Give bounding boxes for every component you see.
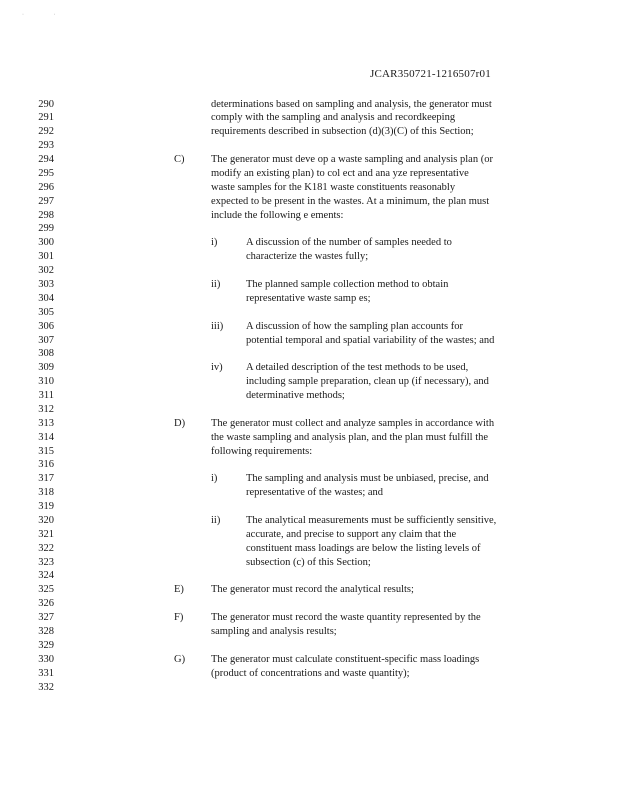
item-label: i)	[211, 473, 218, 485]
line-number: 321	[38, 528, 54, 540]
line-text: The generator must record the waste quantity represented by the	[211, 612, 481, 624]
line-number: 323	[38, 556, 54, 568]
line-number: 306	[38, 320, 54, 332]
item-label: i)	[211, 237, 218, 249]
line-text: The generator must collect and analyze samples in accordance with	[211, 417, 495, 429]
item-label: ii)	[211, 278, 221, 290]
line-number: 298	[38, 209, 54, 221]
line-number: 299	[38, 223, 54, 235]
line-number: 330	[38, 653, 54, 665]
line-number: 309	[38, 362, 54, 374]
item-label: iii)	[211, 320, 224, 332]
line-number: 290	[38, 98, 54, 110]
line-text: representative waste samp es;	[246, 292, 371, 304]
line-number: 297	[38, 195, 54, 207]
line-number: 310	[38, 376, 54, 388]
line-text: subsection (c) of this Section;	[246, 556, 371, 568]
line-number: 307	[38, 334, 54, 346]
item-label: D)	[174, 417, 186, 429]
line-number: 311	[38, 390, 54, 401]
line-text: determinative methods;	[246, 390, 345, 401]
line-number: 329	[38, 639, 54, 651]
line-number: 322	[38, 542, 54, 554]
item-label: E)	[174, 584, 184, 596]
line-number: 308	[38, 348, 54, 360]
line-text: The planned sample collection method to obtain	[246, 278, 449, 290]
line-text: sampling and analysis results;	[211, 625, 337, 637]
line-number: 325	[38, 584, 54, 596]
line-number: 293	[38, 140, 54, 152]
line-number: 301	[38, 251, 54, 263]
line-text: A discussion of the number of samples needed to	[246, 237, 452, 249]
line-number: 305	[38, 306, 54, 318]
line-text: potential temporal and spatial variability of the wastes; and	[246, 334, 495, 346]
line-number: 332	[38, 681, 54, 693]
line-text: The generator must calculate constituent-specific mass loadings	[211, 653, 480, 665]
line-text: A discussion of how the sampling plan accounts for	[246, 320, 463, 332]
line-number: 291	[38, 112, 54, 124]
item-label: C)	[174, 154, 185, 165]
line-number: 314	[38, 431, 54, 443]
line-number: 331	[38, 667, 54, 679]
line-number: 315	[38, 445, 54, 457]
line-number: 327	[38, 612, 54, 624]
line-number: 320	[38, 514, 54, 526]
line-text: The sampling and analysis must be unbiased, precise, and	[246, 473, 489, 485]
line-number: 319	[38, 501, 54, 512]
item-label: G)	[174, 653, 186, 665]
corner-mark: · ·	[22, 12, 70, 18]
line-text: The generator must record the analytical results;	[211, 584, 414, 596]
line-number: 302	[38, 265, 54, 277]
line-text: modify an existing plan) to col ect and ana yze representative	[211, 167, 469, 179]
line-text: accurate, and precise to support any claim that the	[246, 528, 457, 540]
line-number: 316	[38, 459, 54, 471]
line-number: 296	[38, 181, 54, 193]
line-text: The analytical measurements must be sufficiently sensitive,	[246, 514, 497, 526]
line-number: 303	[38, 278, 54, 290]
line-text: waste samples for the K181 waste constituents reasonably	[211, 181, 456, 193]
line-text: the waste sampling and analysis plan, and the plan must fulfill the	[211, 431, 489, 443]
line-text: The generator must deve op a waste sampling and analysis plan (or	[211, 154, 493, 165]
line-text: comply with the sampling and analysis and recordkeeping	[211, 112, 456, 124]
item-label: ii)	[211, 514, 221, 526]
line-text: including sample preparation, clean up (if necessary), and	[246, 376, 489, 388]
line-text: determinations based on sampling and analysis, the generator must	[211, 98, 492, 110]
line-number: 312	[38, 403, 54, 415]
line-text: characterize the wastes fully;	[246, 251, 369, 263]
document-code: JCAR350721-1216507r01	[370, 68, 491, 80]
line-number: 328	[38, 625, 54, 637]
line-number: 304	[38, 292, 54, 304]
item-label: iv)	[211, 362, 223, 374]
line-number: 294	[38, 154, 54, 165]
line-number: 324	[38, 570, 54, 582]
line-text: following requirements:	[211, 445, 313, 457]
line-number: 292	[38, 126, 54, 138]
line-number: 295	[38, 167, 54, 179]
line-text: A detailed description of the test methods to be used,	[246, 362, 469, 374]
line-number: 326	[38, 598, 54, 610]
item-label: F)	[174, 612, 184, 624]
line-number: 317	[38, 473, 54, 485]
line-number: 318	[38, 487, 54, 499]
line-number: 300	[38, 237, 54, 249]
line-text: (product of concentrations and waste quantity);	[211, 667, 410, 679]
line-text: constituent mass loadings are below the listing levels of	[246, 542, 481, 554]
line-text: include the following e ements:	[211, 209, 344, 221]
line-text: requirements described in subsection (d)(3)(C) of this Section;	[211, 126, 474, 138]
line-text: expected to be present in the wastes. At a minimum, the plan must	[211, 195, 490, 207]
line-text: representative of the wastes; and	[246, 487, 384, 499]
line-number: 313	[38, 417, 54, 429]
